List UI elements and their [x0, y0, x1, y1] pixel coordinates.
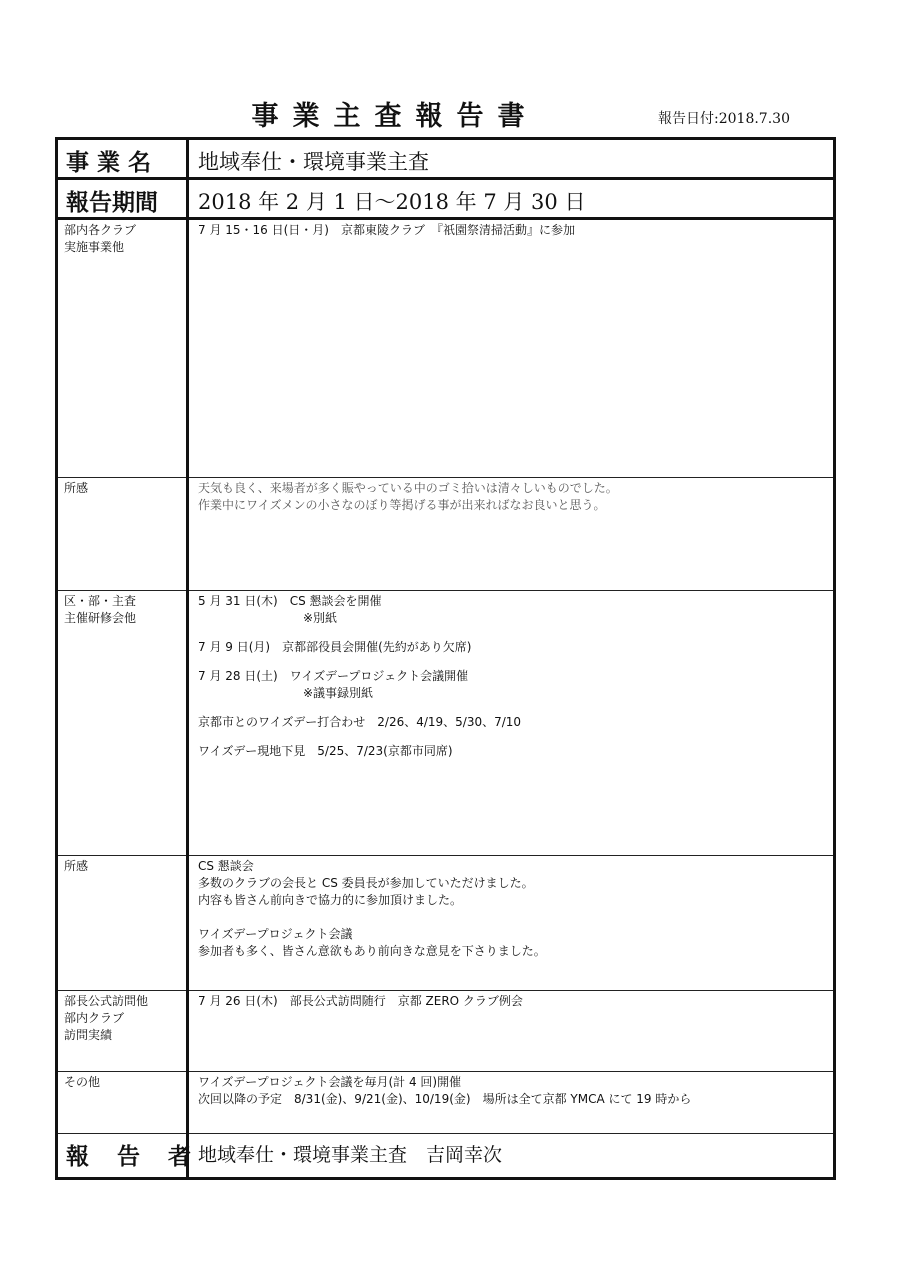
- official-visits-label: 部長公式訪問他 部内クラブ 訪問実績: [64, 994, 149, 1042]
- row-district-events: [57, 591, 835, 856]
- district-event-note: ※議事録別紙: [303, 686, 374, 700]
- district-events-label: 区・部・主査 主催研修会他: [64, 594, 137, 625]
- district-event-item: 7 月 28 日(土) ワイズデープロジェクト会議開催: [198, 669, 469, 683]
- report-date-label: 報告日付:: [658, 111, 719, 127]
- report-table: [55, 137, 836, 1180]
- impression-2-label: 所感: [64, 859, 89, 873]
- row-period: [57, 179, 835, 219]
- period-value: 2018 年 2 月 1 日〜2018 年 7 月 30 日: [198, 190, 586, 214]
- project-name-label: 事 業 名: [66, 150, 152, 176]
- impression-1-value: 天気も良く、来場者が多く賑やっている中のゴミ拾いは清々しいものでした。 作業中にワイズメンの小さなのぼり等掲げる事が出来ればなお良いと思う。: [198, 481, 618, 512]
- row-impression-1: [57, 478, 835, 591]
- other-label: その他: [64, 1075, 101, 1089]
- other-value: ワイズデープロジェクト会議を毎月(計 4 回)開催 次回以降の予定 8/31(金)、9/21(金)、10/19(金) 場所は全て京都 YMCA にて 19 時から: [198, 1075, 692, 1106]
- report-date: [658, 108, 790, 128]
- district-event-item: 7 月 9 日(月) 京都部役員会開催(先約があり欠席): [198, 640, 472, 654]
- club-event-item: 7 月 15・16 日(日・月) 京都東陵クラブ 『祇園祭清掃活動』に参加: [198, 223, 575, 237]
- row-impression-2: [57, 856, 835, 991]
- club-events-label: 部内各クラブ 実施事業他: [64, 223, 137, 254]
- district-events-value: [189, 591, 833, 760]
- reporter-value: 地域奉仕・環境事業主査 吉岡幸次: [198, 1144, 503, 1166]
- row-club-events: [57, 219, 835, 478]
- official-visits-value: 7 月 26 日(木) 部長公式訪問随行 京都 ZERO クラブ例会: [198, 994, 523, 1008]
- impression-2-value: CS 懇談会 多数のクラブの会長と CS 委員長が参加していただけました。 内容も皆さん前向きで協力的に参加頂けました。 ワイズデープロジェクト会議 参加者も多く、皆さん意欲もあり前向きな意見を下さりました。: [198, 859, 546, 958]
- reporter-label: 報 告 者: [66, 1144, 202, 1170]
- report-date-value: 2018.7.30: [718, 111, 790, 127]
- row-reporter: [57, 1134, 835, 1179]
- row-other: [57, 1072, 835, 1134]
- row-project-name: [57, 139, 835, 179]
- district-event-item: 京都市とのワイズデー打合わせ 2/26、4/19、5/30、7/10: [198, 715, 522, 729]
- impression-1-label: 所感: [64, 481, 89, 495]
- district-event-note: ※別紙: [303, 611, 338, 625]
- district-event-item: 5 月 31 日(木) CS 懇談会を開催: [198, 594, 382, 608]
- row-official-visits: [57, 991, 835, 1072]
- period-label: 報告期間: [66, 190, 158, 216]
- district-event-item: ワイズデー現地下見 5/25、7/23(京都市同席): [198, 744, 453, 758]
- club-events-value: [189, 220, 833, 239]
- project-name-value: 地域奉仕・環境事業主査: [198, 150, 429, 174]
- page-title: 事業主査報告書: [251, 101, 539, 132]
